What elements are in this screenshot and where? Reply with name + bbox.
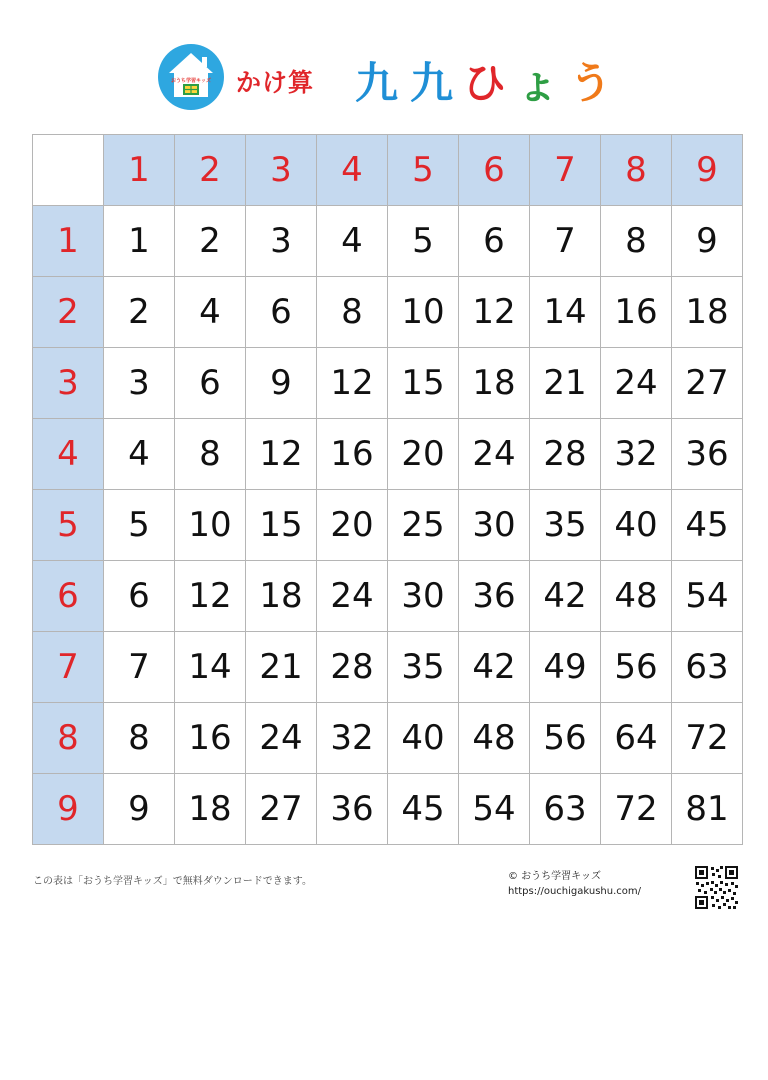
table-row [33, 206, 743, 277]
product-cell: 18 [459, 348, 530, 419]
row-header: 3 [33, 348, 104, 419]
row-header: 9 [33, 774, 104, 845]
column-header: 1 [104, 135, 175, 206]
product-cell: 35 [530, 490, 601, 561]
download-note: この表は「おうち学習キッズ」で無料ダウンロードできます。 [33, 876, 312, 887]
product-cell: 6 [246, 277, 317, 348]
product-cell: 16 [175, 703, 246, 774]
table-row [33, 703, 743, 774]
product-cell: 56 [530, 703, 601, 774]
product-cell: 12 [317, 348, 388, 419]
product-cell: 10 [388, 277, 459, 348]
table-row [33, 561, 743, 632]
column-header: 4 [317, 135, 388, 206]
page-header [0, 38, 768, 118]
product-cell: 40 [601, 490, 672, 561]
product-cell: 4 [104, 419, 175, 490]
product-cell: 9 [246, 348, 317, 419]
product-cell: 28 [317, 632, 388, 703]
product-cell: 3 [104, 348, 175, 419]
copyright-text: © おうち学習キッズ [508, 871, 601, 882]
column-header: 5 [388, 135, 459, 206]
product-cell: 21 [530, 348, 601, 419]
product-cell: 64 [601, 703, 672, 774]
product-cell: 20 [317, 490, 388, 561]
title-char: 九 [410, 59, 453, 109]
product-cell: 54 [672, 561, 743, 632]
product-cell: 56 [601, 632, 672, 703]
title-char: ょ [516, 59, 559, 109]
product-cell: 63 [530, 774, 601, 845]
product-cell: 28 [530, 419, 601, 490]
column-header: 8 [601, 135, 672, 206]
product-cell: 8 [317, 277, 388, 348]
product-cell: 49 [530, 632, 601, 703]
product-cell: 6 [459, 206, 530, 277]
product-cell: 36 [672, 419, 743, 490]
product-cell: 16 [317, 419, 388, 490]
product-cell: 30 [388, 561, 459, 632]
row-header: 6 [33, 561, 104, 632]
product-cell: 25 [388, 490, 459, 561]
table-row [33, 632, 743, 703]
product-cell: 72 [601, 774, 672, 845]
product-cell: 30 [459, 490, 530, 561]
title-char: う [569, 59, 612, 109]
product-cell: 9 [672, 206, 743, 277]
product-cell: 21 [246, 632, 317, 703]
product-cell: 35 [388, 632, 459, 703]
column-header: 9 [672, 135, 743, 206]
product-cell: 45 [672, 490, 743, 561]
product-cell: 1 [104, 206, 175, 277]
product-cell: 27 [246, 774, 317, 845]
table-row [33, 490, 743, 561]
title-char: ひ [463, 59, 506, 109]
product-cell: 12 [459, 277, 530, 348]
product-cell: 5 [104, 490, 175, 561]
product-cell: 5 [388, 206, 459, 277]
product-cell: 10 [175, 490, 246, 561]
product-cell: 18 [175, 774, 246, 845]
page-subtitle: かけ算 [236, 68, 315, 97]
product-cell: 24 [459, 419, 530, 490]
product-cell: 15 [388, 348, 459, 419]
product-cell: 32 [601, 419, 672, 490]
table-row [33, 774, 743, 845]
product-cell: 45 [388, 774, 459, 845]
product-cell: 36 [317, 774, 388, 845]
row-header: 8 [33, 703, 104, 774]
product-cell: 24 [246, 703, 317, 774]
product-cell: 81 [672, 774, 743, 845]
product-cell: 18 [672, 277, 743, 348]
multiplication-table [32, 134, 743, 845]
column-header: 3 [246, 135, 317, 206]
product-cell: 12 [175, 561, 246, 632]
product-cell: 16 [601, 277, 672, 348]
product-cell: 9 [104, 774, 175, 845]
table-row [33, 277, 743, 348]
house-logo-icon [158, 44, 224, 110]
product-cell: 7 [104, 632, 175, 703]
product-cell: 48 [601, 561, 672, 632]
product-cell: 14 [530, 277, 601, 348]
column-header: 2 [175, 135, 246, 206]
product-cell: 36 [459, 561, 530, 632]
product-cell: 3 [246, 206, 317, 277]
header-row [33, 135, 743, 206]
column-header: 7 [530, 135, 601, 206]
product-cell: 63 [672, 632, 743, 703]
product-cell: 18 [246, 561, 317, 632]
page-title [355, 50, 612, 111]
product-cell: 32 [317, 703, 388, 774]
corner-cell [33, 135, 104, 206]
product-cell: 72 [672, 703, 743, 774]
row-header: 2 [33, 277, 104, 348]
product-cell: 7 [530, 206, 601, 277]
product-cell: 15 [246, 490, 317, 561]
table-row [33, 419, 743, 490]
product-cell: 8 [104, 703, 175, 774]
product-cell: 24 [317, 561, 388, 632]
product-cell: 20 [388, 419, 459, 490]
product-cell: 27 [672, 348, 743, 419]
product-cell: 8 [601, 206, 672, 277]
product-cell: 4 [317, 206, 388, 277]
row-header: 7 [33, 632, 104, 703]
logo-text: おうち学習キッズ [171, 78, 211, 84]
title-char: 九 [355, 59, 398, 109]
product-cell: 8 [175, 419, 246, 490]
product-cell: 48 [459, 703, 530, 774]
qr-code-icon[interactable] [694, 865, 739, 910]
product-cell: 2 [104, 277, 175, 348]
column-header: 6 [459, 135, 530, 206]
product-cell: 54 [459, 774, 530, 845]
product-cell: 14 [175, 632, 246, 703]
product-cell: 40 [388, 703, 459, 774]
site-url-link[interactable]: https://ouchigakushu.com/ [508, 886, 642, 897]
product-cell: 6 [104, 561, 175, 632]
table-row [33, 348, 743, 419]
product-cell: 24 [601, 348, 672, 419]
product-cell: 12 [246, 419, 317, 490]
product-cell: 42 [459, 632, 530, 703]
row-header: 1 [33, 206, 104, 277]
product-cell: 2 [175, 206, 246, 277]
row-header: 5 [33, 490, 104, 561]
product-cell: 4 [175, 277, 246, 348]
product-cell: 42 [530, 561, 601, 632]
product-cell: 6 [175, 348, 246, 419]
row-header: 4 [33, 419, 104, 490]
